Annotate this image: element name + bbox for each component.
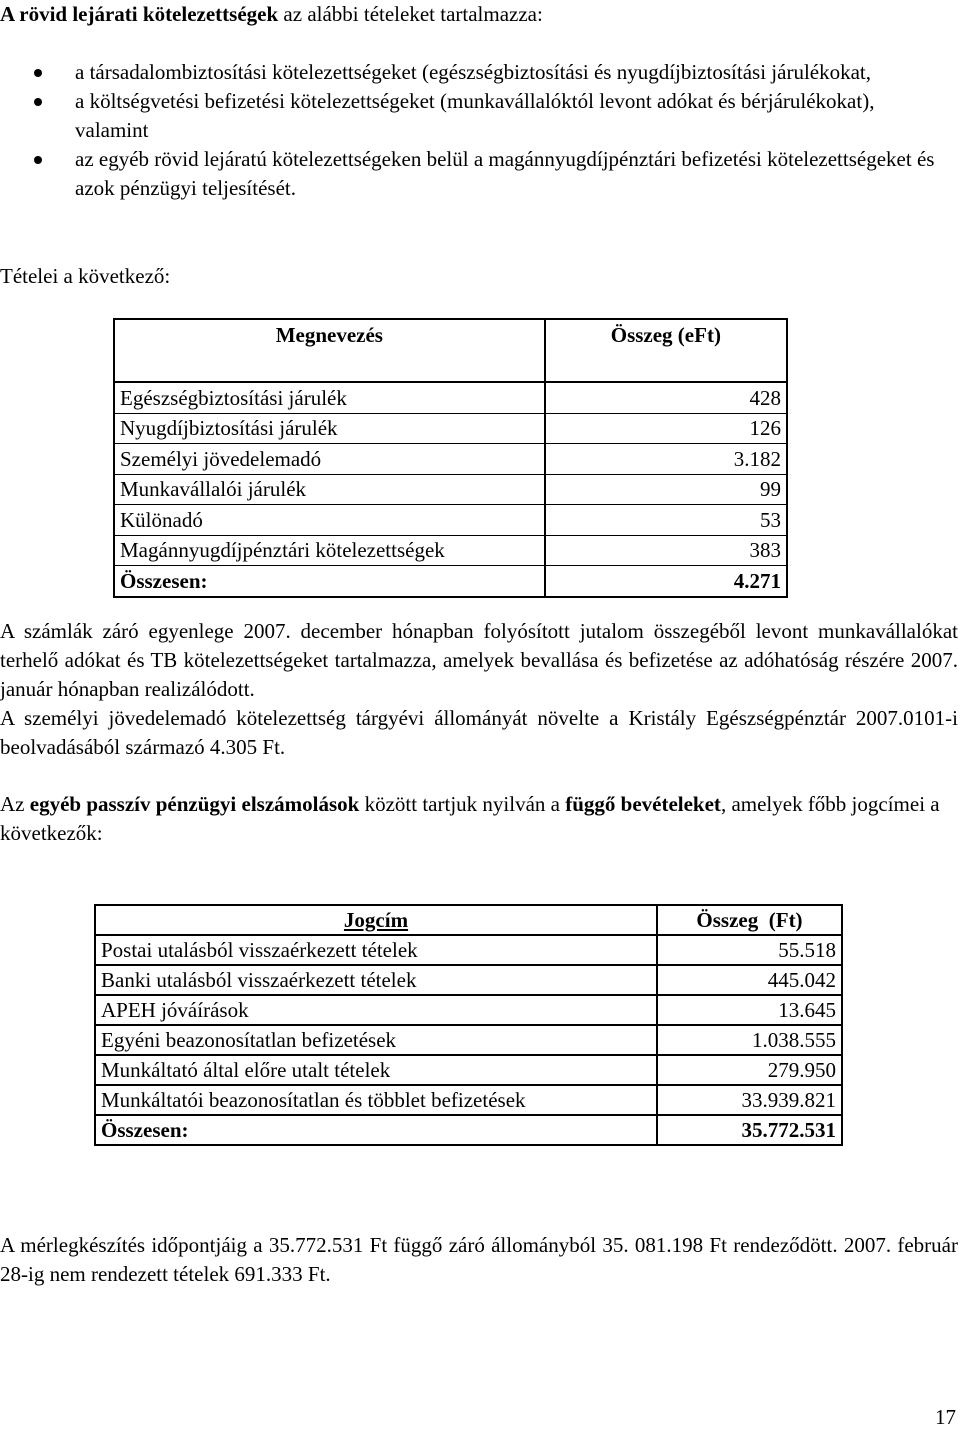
- table-row: Munkáltatói beazonosítatlan és többlet befizetések 33.939.821: [95, 1085, 842, 1115]
- obligation-bullet-list: [0, 58, 940, 203]
- table-header-row: [114, 319, 787, 350]
- table-row: Postai utalásból visszaérkezett tételek 55.518: [95, 935, 842, 965]
- settlement-paragraph: A mérlegkészítés időpontjáig a 35.772.531 Ft függő záró állományból 35. 081.198 Ft rendeződött. 2007. február 28-ig nem rendezett tételek 691.333 Ft.: [0, 1233, 958, 1286]
- table-row: Egészségbiztosítási járulék 428: [114, 382, 787, 413]
- table-row: Munkáltató által előre utalt tételek 279.950: [95, 1055, 842, 1085]
- header-cell-title: Jogcím: [95, 905, 657, 935]
- bullet-icon: [34, 156, 42, 164]
- table-row: Magánnyugdíjpénztári kötelezettségek 383: [114, 535, 787, 566]
- table-blank-row: [114, 350, 787, 382]
- intro-paragraph: [0, 0, 958, 29]
- table-row: Egyéni beazonosítatlan befizetések 1.038.555: [95, 1025, 842, 1055]
- table-total-row: Összesen: 35.772.531: [95, 1115, 842, 1145]
- bullet-item: az egyéb rövid lejáratú kötelezettségeken belül a magánnyugdíjpénztári befizetési kötelezettségeket és azok pénzügyi teljesítését.: [0, 145, 940, 203]
- intro-rest: az alábbi tételeket tartalmazza:: [278, 2, 543, 26]
- pending-revenue-table: [94, 904, 843, 1146]
- closing-balance-paragraph: A számlák záró egyenlege 2007. december hónapban folyósított jutalom összegéből levont munkavállalókat terhelő adókat és TB kötelezettségeket tartalmazza, amelyek bevallása és befizetése az adóhatóság részére 2007. január hónapban realizálódott.: [0, 619, 958, 701]
- table-total-row: Összesen: 4.271: [114, 566, 787, 597]
- short-term-liabilities-table: [113, 318, 788, 598]
- table-header-row: [95, 905, 842, 935]
- table-row: Banki utalásból visszaérkezett tételek 445.042: [95, 965, 842, 995]
- table-row: Különadó 53: [114, 505, 787, 536]
- bullet-item: a költségvetési befizetési kötelezettségeket (munkavállalóktól levont adókat és bérjárulékokat), valamint: [0, 87, 940, 145]
- table-row: Munkavállalói járulék 99: [114, 474, 787, 505]
- pending-revenue-paragraph: Az egyéb passzív pénzügyi elszámolások között tartjuk nyilván a függő bevételeket, amelyek főbb jogcímei a következők:: [0, 792, 940, 845]
- page-number: 17: [935, 1405, 956, 1429]
- bullet-icon: [34, 69, 42, 77]
- table-row: Személyi jövedelemadó 3.182: [114, 444, 787, 475]
- table-row: APEH jóváírások 13.645: [95, 995, 842, 1025]
- items-heading: Tételei a következő:: [0, 264, 171, 288]
- header-cell-name: Megnevezés: [114, 319, 545, 350]
- table-row: Nyugdíjbiztosítási járulék 126: [114, 413, 787, 444]
- bullet-item: a társadalombiztosítási kötelezettségeket (egészségbiztosítási és nyugdíjbiztosítási járulékokat,: [0, 58, 940, 87]
- header-cell-amount: Összeg (Ft): [657, 905, 842, 935]
- header-cell-amount: Összeg (eFt): [545, 319, 787, 350]
- intro-bold: A rövid lejárati kötelezettségek: [0, 2, 279, 26]
- personal-income-tax-paragraph: A személyi jövedelemadó kötelezettség tárgyévi állományát növelte a Kristály Egészségpénztár 2007.0101-i beolvadásából származó 4.305 Ft.: [0, 706, 958, 759]
- bullet-icon: [34, 98, 42, 106]
